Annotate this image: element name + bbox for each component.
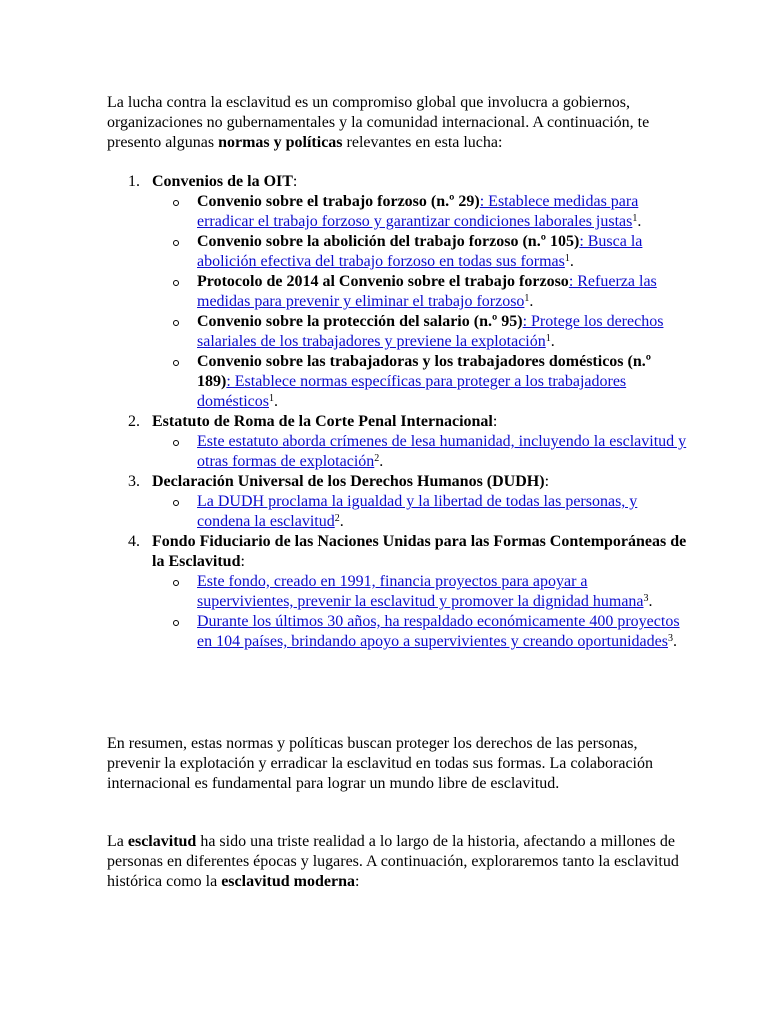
policies-list bbox=[107, 172, 687, 652]
circle-bullet-icon bbox=[173, 500, 179, 506]
list-number: 1. bbox=[128, 173, 140, 190]
circle-bullet-icon bbox=[173, 280, 179, 286]
circle-bullet-icon bbox=[173, 240, 179, 246]
bold-term: esclavitud moderna bbox=[221, 873, 355, 890]
footnote-ref[interactable]: 2 bbox=[334, 513, 340, 524]
list-number: 3. bbox=[128, 473, 140, 490]
sublist bbox=[152, 192, 687, 412]
sublist bbox=[152, 432, 687, 472]
footnote-ref[interactable]: 1 bbox=[269, 393, 274, 404]
sublist-item: Protocolo de 2014 al Convenio sobre el trabajo forzoso: Refuerza las medidas para prevenir y eliminar el trabajo forzoso$^1$. bbox=[152, 272, 687, 312]
list-item-oit: 1. Convenios de la OIT: Convenio sobre el trabajo forzoso (n.º 29): Establece medidas para erradicar el trabajo forzoso y garantizar condiciones laborales justas$^1$. Convenio sobre la abolición del trabajo forzoso (n.º 105): Busca la abolición efectiva del trabajo forzoso en todas sus formas$^1$. Protocolo de 2014 al Convenio sobre el trabajo forzoso: Refuerza las medidas para prevenir y eliminar el trabajo forzoso$^1$. Convenio sobre la protección del salario (n.º 95): Protege los derechos salariales de los trabajadores y previene la explotación$^1$. Convenio sobre las trabajadoras y los trabajadores domésticos (n.º 189): Establece normas específicas para proteger a los trabajadores domésticos$^1$. bbox=[107, 172, 687, 412]
footnote-ref[interactable]: 1 bbox=[632, 213, 638, 224]
footnote-ref[interactable]: 3 bbox=[643, 593, 649, 604]
closing-paragraph: La esclavitud ha sido una triste realidad a lo largo de la historia, afectando a millones de personas en diferentes épocas y lugares. A continuación, exploraremos tanto la esclavitud histórica como la esclavitud moderna: bbox=[107, 833, 679, 890]
sublist-item: Convenio sobre la protección del salario (n.º 95): Protege los derechos salariales de los trabajadores y previene la explotación$^1$. bbox=[152, 312, 687, 352]
list-number: 2. bbox=[128, 413, 140, 430]
sublist bbox=[152, 572, 687, 652]
intro-bold-phrase: normas y políticas bbox=[218, 134, 343, 151]
reference-link[interactable]: : Protege los derechos salariales de los trabajadores y previene la explotación bbox=[197, 313, 664, 350]
sublist-item: Este estatuto aborda crímenes de lesa humanidad, incluyendo la esclavitud y otras formas de explotación$^2$. bbox=[152, 432, 687, 472]
sublist-item: Convenio sobre las trabajadoras y los trabajadores domésticos (n.º 189): Establece normas específicas para proteger a los trabajadores domésticos$^1$. bbox=[152, 352, 687, 412]
reference-link[interactable]: : Refuerza las medidas para prevenir y eliminar el trabajo forzoso bbox=[197, 273, 657, 310]
reference-link[interactable]: La DUDH proclama la igualdad y la libertad de todas las personas, y condena la esclavitud bbox=[197, 493, 638, 530]
intro-paragraph: La lucha contra la esclavitud es un compromiso global que involucra a gobiernos, organizaciones no gubernamentales y la comunidad internacional. A continuación, te presento algunas normas y políticas relevantes en esta lucha: bbox=[107, 94, 650, 151]
footnote-ref[interactable]: 3 bbox=[667, 633, 673, 644]
footnote-ref[interactable]: 1 bbox=[564, 253, 570, 264]
bold-term: esclavitud bbox=[127, 833, 197, 850]
circle-bullet-icon bbox=[173, 360, 179, 366]
sublist-item: La DUDH proclama la igualdad y la libertad de todas las personas, y condena la esclavitud$^2$. bbox=[152, 492, 687, 532]
reference-link[interactable]: : Establece medidas para erradicar el trabajo forzoso y garantizar condiciones laborales justas bbox=[197, 193, 639, 230]
circle-bullet-icon bbox=[173, 320, 179, 326]
circle-bullet-icon bbox=[173, 200, 179, 206]
reference-link[interactable]: Este fondo, creado en 1991, financia proyectos para apoyar a supervivientes, prevenir la esclavitud y promover la dignidad humana bbox=[197, 573, 644, 610]
sublist-item: Durante los últimos 30 años, ha respaldado económicamente 400 proyectos en 104 países, brindando apoyo a supervivientes y creando oportunidades$^3$. bbox=[152, 612, 687, 652]
list-item-title: Convenios de la OIT bbox=[152, 173, 293, 190]
sublist bbox=[152, 492, 687, 532]
footnote-ref[interactable]: 1 bbox=[545, 333, 551, 344]
list-number: 4. bbox=[128, 533, 140, 550]
sublist-item: Convenio sobre la abolición del trabajo forzoso (n.º 105): Busca la abolición efectiva del trabajo forzoso en todas sus formas$^1$. bbox=[152, 232, 687, 272]
reference-link[interactable]: : Busca la abolición efectiva del trabajo forzoso en todas sus formas bbox=[197, 233, 643, 270]
footnote-ref[interactable]: 2 bbox=[374, 453, 380, 464]
reference-link[interactable]: Durante los últimos 30 años, ha respaldado económicamente 400 proyectos en 104 países, brindando apoyo a supervivientes y creando oportunidades bbox=[197, 613, 680, 650]
reference-link[interactable]: Este estatuto aborda crímenes de lesa humanidad, incluyendo la esclavitud y otras formas de explotación bbox=[197, 433, 687, 470]
sublist-item: Convenio sobre el trabajo forzoso (n.º 29): Establece medidas para erradicar el trabajo forzoso y garantizar condiciones laborales justas$^1$. bbox=[152, 192, 687, 232]
list-item-title: Declaración Universal de los Derechos Humanos (DUDH) bbox=[152, 473, 545, 490]
list-item-title: Fondo Fiduciario de las Naciones Unidas para las Formas Contemporáneas de la Esclavitud bbox=[152, 533, 687, 570]
reference-link[interactable]: : Establece normas específicas para proteger a los trabajadores domésticos bbox=[197, 373, 627, 410]
footnote-ref[interactable]: 1 bbox=[524, 293, 530, 304]
circle-bullet-icon bbox=[173, 620, 179, 626]
circle-bullet-icon bbox=[173, 440, 179, 446]
list-item-dudh: 3. Declaración Universal de los Derechos Humanos (DUDH): La DUDH proclama la igualdad y la libertad de todas las personas, y condena la esclavitud$^2$. bbox=[107, 472, 687, 532]
sublist-item: Este fondo, creado en 1991, financia proyectos para apoyar a supervivientes, prevenir la esclavitud y promover la dignidad humana$^3$. bbox=[152, 572, 687, 612]
list-item-fondo-fiduciario: 4. Fondo Fiduciario de las Naciones Unidas para las Formas Contemporáneas de la Esclavitud: Este fondo, creado en 1991, financia proyectos para apoyar a supervivientes, prevenir la esclavitud y promover la dignidad humana$^3$. Durante los últimos 30 años, ha respaldado económicamente 400 proyectos en 104 países, brindando apoyo a supervivientes y creando oportunidades$^3$. bbox=[128, 533, 687, 650]
summary-paragraph: En resumen, estas normas y políticas buscan proteger los derechos de las personas, prevenir la explotación y erradicar la esclavitud en todas sus formas. La colaboración internacional es fundamental para lograr un mundo libre de esclavitud. bbox=[107, 735, 653, 792]
list-item-title: Estatuto de Roma de la Corte Penal Internacional bbox=[152, 413, 493, 430]
circle-bullet-icon bbox=[173, 580, 179, 586]
list-item-estatuto-roma: 2. Estatuto de Roma de la Corte Penal Internacional: Este estatuto aborda crímenes de lesa humanidad, incluyendo la esclavitud y otras formas de explotación$^2$. bbox=[128, 413, 687, 470]
